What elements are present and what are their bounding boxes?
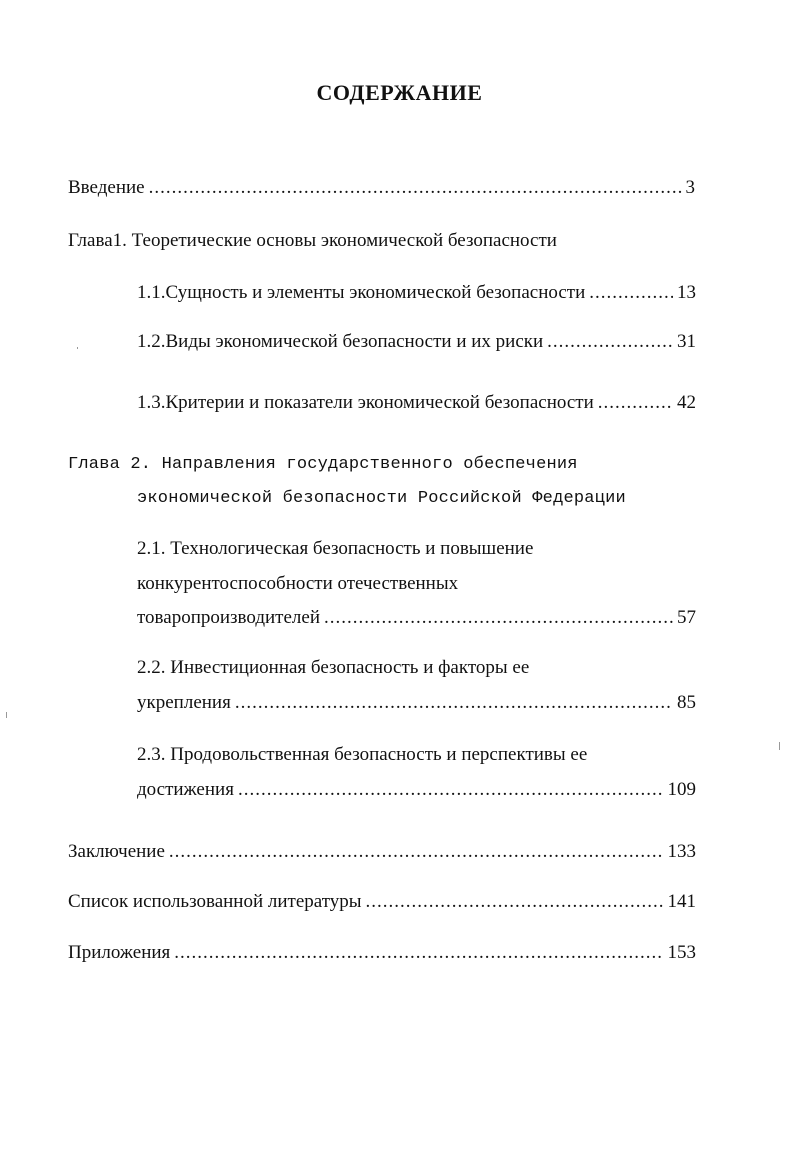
- toc-entry-label: 1.1.Сущность и элементы экономической безопасности: [137, 282, 586, 303]
- toc-entry-conclusion: [68, 840, 696, 864]
- toc-entry-label: Заключение: [68, 841, 165, 862]
- leader-dots: [366, 890, 664, 914]
- scan-speck: [77, 347, 78, 349]
- leader-dots: [238, 778, 664, 802]
- toc-entry-label: достижения: [137, 779, 234, 800]
- toc-page-number: 42: [677, 392, 696, 413]
- toc-entry-section-2-1: [137, 606, 696, 630]
- toc-entry-section-1-3: [137, 391, 696, 415]
- leader-dots: [324, 606, 673, 630]
- toc-entry-label: Приложения: [68, 942, 171, 963]
- leader-dots: [589, 281, 673, 305]
- leader-dots: [169, 840, 664, 864]
- toc-entry-appendices: [68, 941, 696, 965]
- page-title: СОДЕРЖАНИЕ: [316, 80, 483, 105]
- toc-entry-label: Список использованной литературы: [68, 891, 362, 912]
- toc-entry-label: товаропроизводителей: [137, 607, 320, 628]
- leader-dots: [235, 691, 673, 715]
- toc-page-number: 153: [667, 942, 696, 963]
- toc-entry-section-2-3-line-1: 2.3. Продовольственная безопасность и перспективы ее: [137, 744, 588, 765]
- toc-page-number: 31: [677, 331, 696, 352]
- toc-entry-section-2-1-line-1: 2.1. Технологическая безопасность и повышение: [137, 538, 534, 559]
- leader-dots: [174, 941, 663, 965]
- toc-entry-section-2-2: [137, 691, 696, 715]
- chapter-2-title-line-2: экономической безопасности Российской Федерации: [137, 489, 626, 508]
- toc-entry-section-2-3: [137, 778, 696, 802]
- toc-entry-label: Введение: [68, 177, 145, 198]
- toc-page-number: 3: [685, 177, 695, 198]
- leader-dots: [598, 391, 673, 415]
- toc-entry-section-1-1: [137, 281, 696, 305]
- chapter-2-title-line-1: Глава 2. Направления государственного обеспечения: [68, 455, 578, 474]
- leader-dots: [149, 176, 682, 200]
- scan-speck: [6, 712, 7, 718]
- toc-page-number: 57: [677, 607, 696, 628]
- chapter-1-title: Глава1. Теоретические основы экономической безопасности: [68, 230, 557, 251]
- leader-dots: [547, 330, 673, 354]
- toc-entry-references: [68, 890, 696, 914]
- toc-page-number: 141: [667, 891, 696, 912]
- scan-speck: [779, 742, 780, 750]
- toc-entry-label: 1.2.Виды экономической безопасности и их риски: [137, 331, 544, 352]
- toc-page-number: 13: [677, 282, 696, 303]
- toc-entry-section-2-2-line-1: 2.2. Инвестиционная безопасность и факторы ее: [137, 657, 530, 678]
- toc-page-number: 85: [677, 692, 696, 713]
- toc-entry-label: укрепления: [137, 692, 231, 713]
- toc-entry-section-2-1-line-2: конкурентоспособности отечественных: [137, 573, 459, 594]
- toc-page-number: 109: [667, 779, 696, 800]
- toc-entry-introduction: [68, 176, 695, 200]
- toc-entry-label: 1.3.Критерии и показатели экономической безопасности: [137, 392, 594, 413]
- toc-entry-section-1-2: [137, 330, 696, 354]
- toc-page-number: 133: [667, 841, 696, 862]
